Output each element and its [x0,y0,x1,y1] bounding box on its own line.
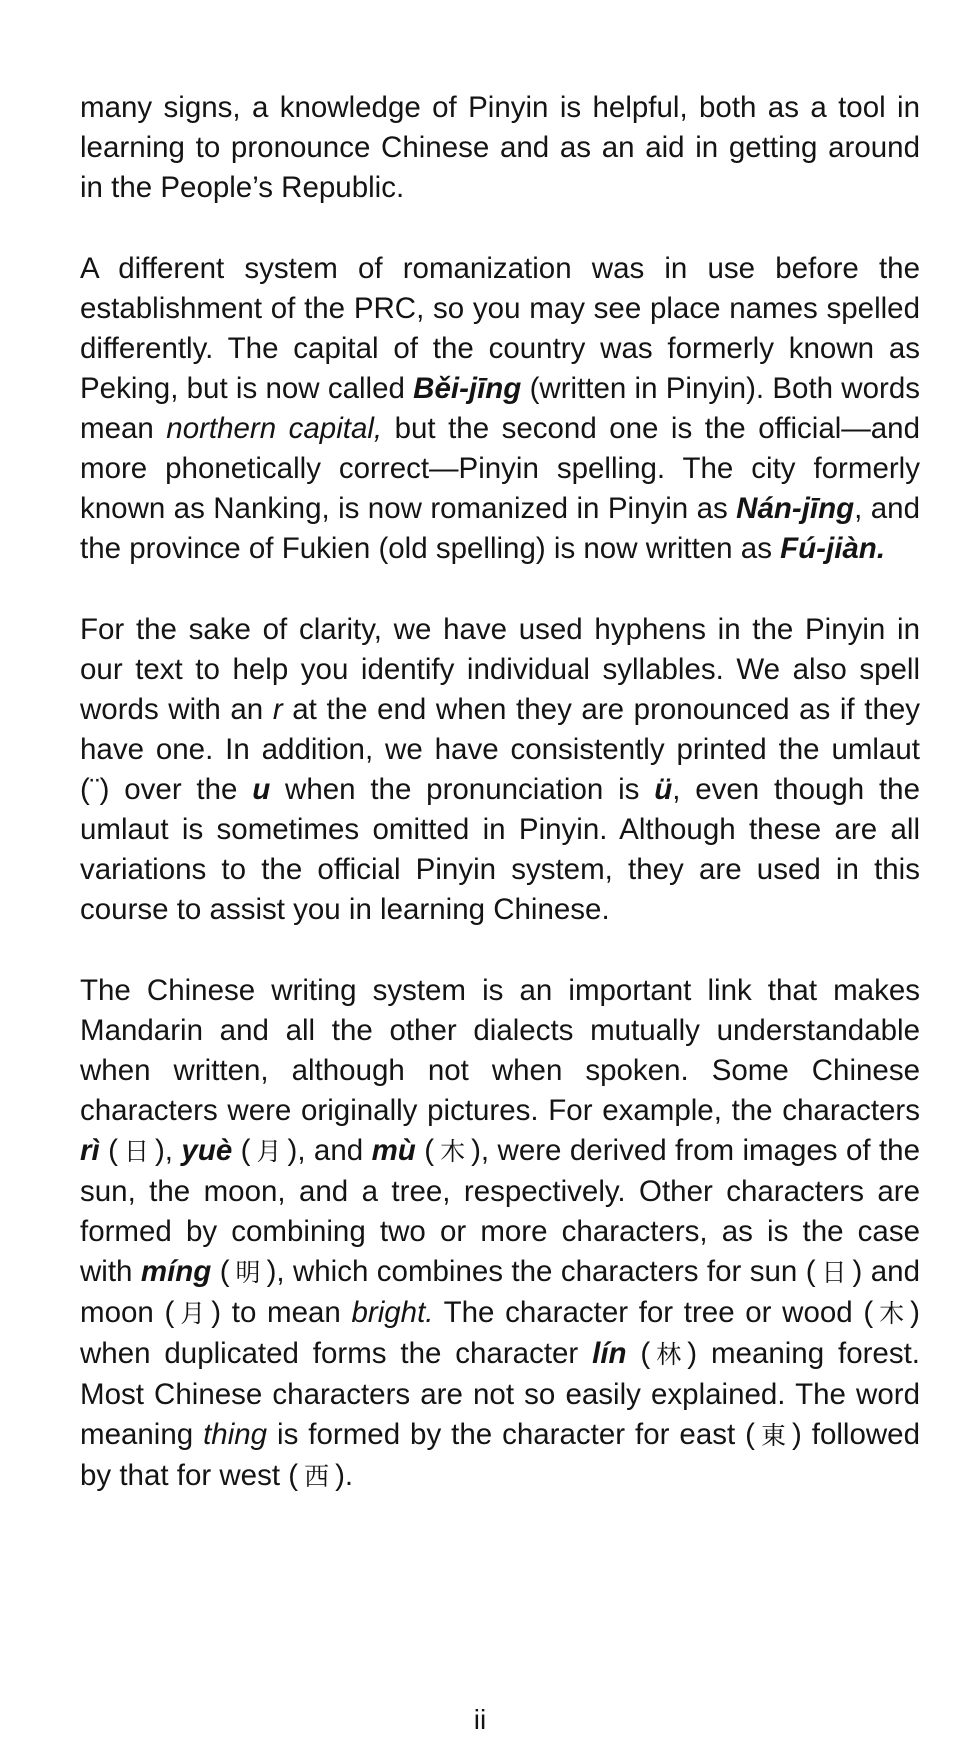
text-run: For the sake of clarity, we have used hyphens in the Pinyin in our text to help you identify individual syllables. We also spell words with an [80,613,920,726]
pinyin-term-lin: lín [592,1337,627,1370]
text-run: The Chinese writing system is an important link that makes Mandarin and all the other dialects mutually understandable when written, although not when spoken. Some Chinese characters were originally pictures. For example, the characters [80,974,920,1127]
text-run: ( [232,1134,251,1167]
text-run: ( [626,1337,651,1370]
text-run: ) followed by that for west ( [80,1418,920,1492]
pinyin-term-mu: mù [371,1134,416,1167]
text-run: ( [99,1134,118,1167]
text-run: is formed by the character for east ( [267,1418,755,1451]
text-run: when the pronunciation is [270,773,655,806]
page-number: ii [473,1704,487,1735]
text-run: A different system of romanization was in use before the establishment of the PRC, so you may see place names spelled differently. The capital of the country was formerly known as Peking, but is now called [80,252,920,405]
page-body [80,88,920,1538]
text-run: , and the province of Fukien (old spelling) is now written as [80,492,920,565]
pinyin-term-ming: míng [140,1255,212,1288]
text-run: at the end when they are pronounced as if they have one. In addition, we have consistently printed the umlaut (¨) over the [80,693,921,806]
hanzi-east: 東 [760,1421,786,1450]
emphasis-northern-capital: northern capital, [166,412,383,445]
pinyin-term-nanjing: Nán-jīng [736,492,855,525]
hanzi-moon: 月 [256,1137,282,1166]
text-run: ) meaning forest. Most Chinese characters are not so easily explained. The word meaning [80,1337,920,1451]
pinyin-term-ri: rì [80,1134,100,1167]
pinyin-term-yue: yuè [181,1134,233,1167]
paragraph-writing-system [80,971,920,1497]
text-run: ) and moon ( [80,1255,920,1329]
text-run: ( [211,1255,230,1288]
pinyin-term-beijing: Běi-jīng [413,372,522,405]
hanzi-tree: 木 [440,1137,466,1166]
hanzi-sun: 日 [821,1258,847,1287]
emphasis-r: r [272,693,283,726]
letter-u-umlaut: ü [654,773,673,806]
paragraph-pinyin-intro [80,88,920,208]
text-run: The character for tree or wood ( [433,1296,874,1329]
hanzi-west: 西 [304,1462,330,1491]
emphasis-bright: bright. [351,1296,434,1329]
hanzi-bright: 明 [235,1258,261,1287]
text-run: ) when duplicated forms the character [80,1296,920,1370]
hanzi-tree: 木 [879,1299,905,1328]
text-run: many signs, a knowledge of Pinyin is helpful, both as a tool in learning to pronounce Chinese and as an aid in getting around in the People’s Republic. [80,91,920,204]
letter-u: u [252,773,271,806]
paragraph-conventions [80,610,920,930]
emphasis-thing: thing [203,1418,268,1451]
text-run: ( [415,1134,435,1167]
text-run: but the second one is the official—and more phonetically correct—Pinyin spelling. The city formerly known as Nanking, is now romanized in Pinyin as [80,412,920,525]
text-run: , even though the umlaut is sometimes omitted in Pinyin. Although these are all variations to the official Pinyin system, they are used in this course to assist you in learning Chinese. [80,773,920,926]
text-run: ), [154,1134,182,1167]
text-run: ), and [287,1134,372,1167]
text-run: ), were derived from images of the sun, the moon, and a tree, respectively. Other characters are formed by combining two or more characters, as is the case with [80,1134,920,1288]
text-run: ). [335,1459,354,1492]
text-run: ), which combines the characters for sun ( [266,1255,816,1288]
hanzi-forest: 林 [656,1340,682,1369]
text-run: (written in Pinyin). Both words mean [80,372,920,445]
text-run: ) to mean [211,1296,352,1329]
hanzi-moon: 月 [180,1299,206,1328]
pinyin-term-fujian: Fú-jiàn. [780,532,886,565]
paragraph-romanization [80,249,920,569]
hanzi-sun: 日 [123,1137,149,1166]
